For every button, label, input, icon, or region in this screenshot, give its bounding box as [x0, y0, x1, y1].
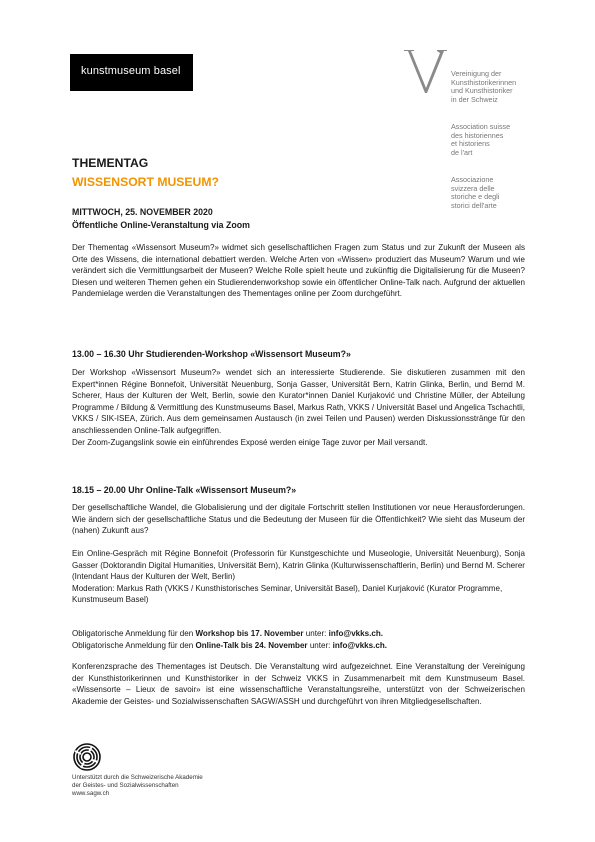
- workshop-heading: 13.00 – 16.30 Uhr Studierenden-Workshop «Wissensort Museum?»: [72, 349, 351, 359]
- sagw-fingerprint-icon: [72, 742, 102, 772]
- email-link[interactable]: info@vkks.ch.: [328, 629, 383, 638]
- vkks-name-fr: Association suisse des historiennes et historiens de l'art: [451, 122, 511, 158]
- registration-workshop: Obligatorische Anmeldung für den Workshop bis 17. November unter: info@vkks.ch.: [72, 629, 383, 638]
- event-subtitle: Öffentliche Online-Veranstaltung via Zoom: [72, 220, 250, 230]
- talk-moderation: Moderation: Markus Rath (VKKS / Kunsthistorisches Seminar, Universität Basel), Daniel Kurjaković (Kurator Programme, Kunstmuseum Basel): [72, 583, 503, 605]
- page-title: THEMENTAG: [72, 156, 149, 170]
- talk-heading: 18.15 – 20.00 Uhr Online-Talk «Wissensort Museum?»: [72, 485, 297, 495]
- intro-paragraph: Der Thementag «Wissensort Museum?» widmet sich gesellschaftlichen Fragen zum Status und zur Zukunft der Museen als Orte des Wissens, die international debattiert werden. Welche Arten von «Wissen» produziert das Museum? Warum und wie verändert sich die Vermittlungsarbeit der Museen? Welche Rolle spielt heute und zukünftig die Digitalisierung für die Museen? Diesen und weiteren Themen gehen ein Studierendenworkshop sowie ein öffentlicher Online-Talk nach. Aufgrund der aktuellen Pandemielage werden die Veranstaltungen des Thementages online per Zoom durchgeführt.: [72, 243, 525, 299]
- talk-paragraph: Der gesellschaftliche Wandel, die Globalisierung und der digitale Fortschritt stellen Institutionen vor neue Herausforderungen. Wie ändern sich der gesellschaftliche Status und die Bedeutung der Museen für die Öffentlichkeit? Wie sieht das Museum der (nahen) Zukunft aus?: [72, 503, 525, 536]
- page-title-accent: WISSENSORT MUSEUM?: [72, 175, 219, 189]
- sagw-text: Unterstützt durch die Schweizerische Akademie der Geistes- und Sozialwissenschaften www.sagw.ch: [72, 774, 272, 799]
- workshop-note: Der Zoom-Zugangslink sowie ein einführendes Exposé werden einige Tage zuvor per Mail versandt.: [72, 437, 428, 447]
- registration-talk: Obligatorische Anmeldung für den Online-Talk bis 24. November unter: info@vkks.ch.: [72, 641, 387, 650]
- closing-paragraph: Konferenzsprache des Thementages ist Deutsch. Die Veranstaltung wird aufgezeichnet. Eine Veranstaltung der Vereinigung der Kunsthistorikerinnen und Kunsthistoriker in der Schweiz VKKS in Zusammenarbeit mit dem Kunstmuseum Basel. «Wissensorte – Lieux de savoir» ist eine wissenschaftliche Veranstaltungsreihe, unterstützt von der Schweizerischen Akademie der Geistes- und Sozialwissenschaften SAGW/ASSH und durchgeführt von ihren Mitgliedgesellschaften.: [72, 662, 525, 706]
- vkks-name-de: Vereinigung der Kunsthistorikerinnen und Kunsthistoriker in der Schweiz: [451, 69, 517, 105]
- vkks-v-mark-icon: [403, 48, 449, 94]
- sagw-link[interactable]: www.sagw.ch: [72, 790, 110, 798]
- event-date: MITTWOCH, 25. NOVEMBER 2020: [72, 207, 213, 217]
- vkks-name-it: Associazione svizzera delle storiche e degli storici dell'arte: [451, 175, 500, 211]
- kunstmuseum-basel-logo: [70, 54, 193, 91]
- email-link[interactable]: info@vkks.ch.: [332, 641, 387, 650]
- workshop-paragraph: Der Workshop «Wissensort Museum?» wendet sich an interessierte Studierende. Sie diskutieren zusammen mit den Expert*innen Régine Bonnefoit, Universität Neuenburg, Sonja Gasser, Universität Bern, Katrin Glinka, Berlin, und Bernd M. Scherer, Haus der Kulturen der Welt, Berlin, sowie den Kurator*innen Daniel Kurjaković und Christine Müller, der Abteilung Programme / Bildung & Vermittlung des Kunstmuseums Basel, Markus Rath, VKKS / Universität Basel und Angelica Tschachtli, VKKS / SIK-ISEA, Zürich. Aus dem gemeinsamen Austausch (in zwei Teilen und Pausen) werden Diskussionsstränge für den anschliessenden Online-Talk aufgegriffen. Der Zoom-Zugangslink sowie ein einführendes Exposé werden einige Tage zuvor per Mail versandt.: [72, 368, 525, 447]
- sagw-logo: [72, 742, 203, 798]
- talk-participants: Ein Online-Gespräch mit Régine Bonnefoit (Professorin für Kunstgeschichte und Museologie, Universität Neuenburg), Sonja Gasser (Doktorandin Digital Humanities, Universität Bern), Katrin Glinka (Kulturwissenschaftlerin, Berlin) und Bernd M. Scherer (Intendant Haus der Kulturen der Welt, Berlin) Moderation: Markus Rath (VKKS / Kunsthistorisches Seminar, Universität Basel), Daniel Kurjaković (Kurator Programme, Kunstmuseum Basel): [72, 549, 525, 605]
- logo-text: kunstmuseum basel: [81, 65, 181, 77]
